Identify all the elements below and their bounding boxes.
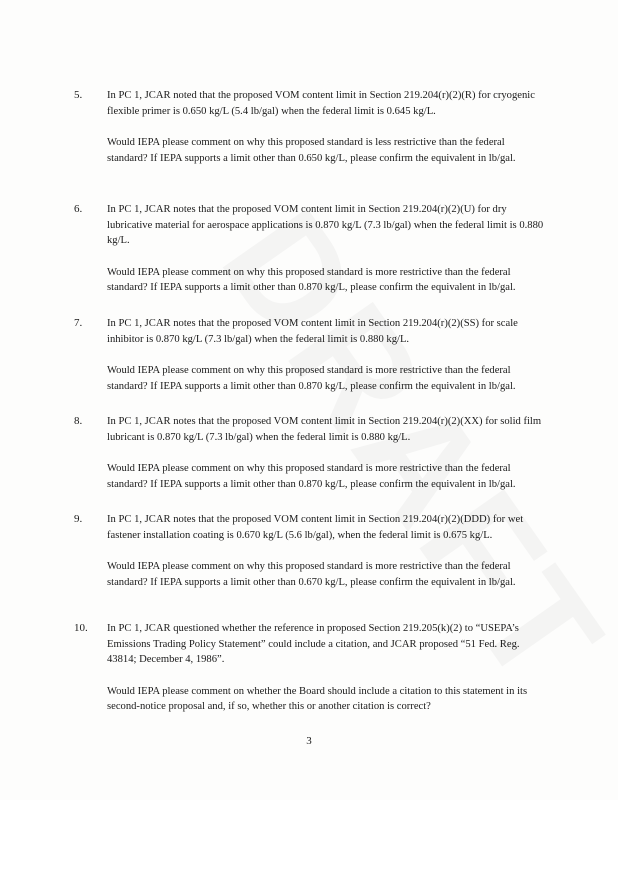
item-number: 8.: [74, 415, 83, 427]
item-number: 7.: [74, 317, 83, 329]
item-body: [107, 316, 547, 410]
item-paragraph: Would IEPA please comment on why this proposed standard is more restrictive than the federal standard? If IEPA supports a limit other than 0.870 kg/L, please confirm the equivalent in lb/gal.: [107, 365, 516, 392]
item-body: [107, 512, 547, 606]
item-paragraph: In PC 1, JCAR noted that the proposed VOM content limit in Section 219.204(r)(2)(R) for cryogenic flexible primer is 0.650 kg/L (5.4 lb/gal) when the federal limit is 0.645 kg/L.: [107, 90, 535, 117]
page-number: 3: [306, 735, 312, 747]
item-body: [107, 88, 547, 182]
item-paragraph: Would IEPA please comment on why this proposed standard is more restrictive than the federal standard? If IEPA supports a limit other than 0.670 kg/L, please confirm the equivalent in lb/gal.: [107, 561, 516, 588]
item-paragraph: In PC 1, JCAR notes that the proposed VOM content limit in Section 219.204(r)(2)(XX) for solid film lubricant is 0.870 kg/L (7.3 lb/gal) when the federal limit is 0.880 kg/L.: [107, 416, 542, 443]
item-body: [107, 621, 547, 731]
item-body: [107, 202, 547, 312]
item-body: [107, 414, 547, 508]
item-paragraph: In PC 1, JCAR notes that the proposed VOM content limit in Section 219.204(r)(2)(U) for dry lubricative material for aerospace applications is 0.870 kg/L (7.3 lb/gal) when the federal limit is 0.880 kg/L.: [107, 204, 544, 246]
item-paragraph: In PC 1, JCAR questioned whether the reference in proposed Section 219.205(k)(2) to “USEPA’s Emissions Trading Policy Statement” could include a citation, and JCAR proposed “51 Fed. Reg. 43814; December 4, 1986”.: [107, 623, 520, 665]
item-paragraph: In PC 1, JCAR notes that the proposed VOM content limit in Section 219.204(r)(2)(SS) for scale inhibitor is 0.870 kg/L (7.3 lb/gal) when the federal limit is 0.880 kg/L.: [107, 318, 518, 345]
item-paragraph: Would IEPA please comment on whether the Board should include a citation to this statement in its second-notice proposal and, if so, whether this or another citation is correct?: [107, 685, 528, 712]
item-paragraph: Would IEPA please comment on why this proposed standard is more restrictive than the federal standard? If IEPA supports a limit other than 0.870 kg/L, please confirm the equivalent in lb/gal.: [107, 266, 516, 293]
item-paragraph: Would IEPA please comment on why this proposed standard is more restrictive than the federal standard? If IEPA supports a limit other than 0.870 kg/L, please confirm the equivalent in lb/gal.: [107, 463, 516, 490]
item-number: 5.: [74, 89, 83, 101]
item-number: 10.: [74, 622, 88, 634]
item-number: 6.: [74, 203, 83, 215]
item-paragraph: Would IEPA please comment on why this proposed standard is less restrictive than the federal standard? If IEPA supports a limit other than 0.650 kg/L, please confirm the equivalent in lb/gal.: [107, 137, 516, 164]
item-paragraph: In PC 1, JCAR notes that the proposed VOM content limit in Section 219.204(r)(2)(DDD) for wet fastener installation coating is 0.670 kg/L (5.6 lb/gal), when the federal limit is 0.675 kg/L.: [107, 514, 524, 541]
item-number: 9.: [74, 513, 83, 525]
